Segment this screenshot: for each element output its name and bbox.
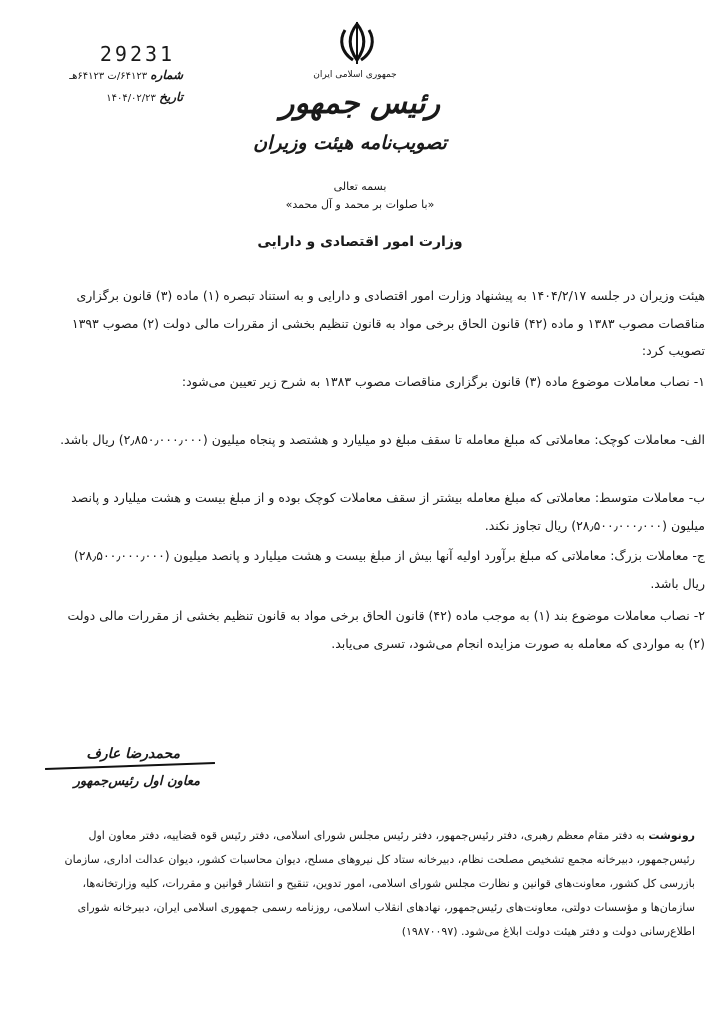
signature-stroke xyxy=(45,762,215,770)
number-value: ۶۴۱۲۳/ت ۶۴۱۲۳هـ xyxy=(69,71,148,82)
body-item-1b: ب- معاملات متوسط: معاملاتی که مبلغ معامله بیشتر از سقف معاملات کوچک بوده و از مبلغ بیست و هشت میلیارد و پانصد میلیون (۲۸٫۵۰۰٫۰۰۰٫۰۰۰) ریال تجاوز نکند. xyxy=(71,490,705,533)
cc-text: به دفتر مقام معظم رهبری، دفتر رئیس‌جمهور، دفتر رئیس مجلس شورای اسلامی، دفتر رئیس قوه قضاییه، دفتر معاون اول رئیس‌جمهور، دبیرخانه مجمع تشخیص مصلحت نظام، دبیرخانه ستاد کل نیروهای مسلح، دیوان محاسبات کشور، دیوان عدالت اداری، سازمان بازرسی کل کشور، معاونت‌های قوانین و نظارت مجلس شورای اسلامی، امور تدوین، تنقیح و انتشار قوانین و مقررات، کلیه وزارتخانه‌ها، سازمان‌ها و مؤسسات دولتی، معاونت‌های رئیس‌جمهور، نهادهای انقلاب اسلامی، روزنامه رسمی جمهوری اسلامی ایران، دبیرخانه شورای اطلاع‌رسانی دولت و دفتر هیئت دولت ابلاغ می‌شود. xyxy=(64,829,695,938)
body-item-1a: الف- معاملات کوچک: معاملاتی که مبلغ معامله تا سقف مبلغ دو میلیارد و هشتصد و پنجاه میلیون (۲٫۸۵۰٫۰۰۰٫۰۰۰) ریال باشد. xyxy=(60,432,705,447)
iran-emblem-icon xyxy=(335,20,379,66)
date-row xyxy=(8,90,183,104)
body-item-1c: ج- معاملات بزرگ: معاملاتی که مبلغ برآورد اولیه آنها بیش از مبلغ بیست و هشت میلیارد و پانصد میلیون (۲۸٫۵۰۰٫۰۰۰٫۰۰۰) ریال باشد. xyxy=(73,548,705,591)
date-value: ۱۴۰۴/۰۲/۲۳ xyxy=(106,93,156,104)
body-intro: هیئت وزیران در جلسه ۱۴۰۴/۲/۱۷ به پیشنهاد وزارت امور اقتصادی و دارایی و به استناد تبصره (۱) ماده (۳) قانون برگزاری مناقصات مصوب ۱۳۸۳ و ماده (۴۲) قانون الحاق برخی مواد به قانون تنظیم بخشی از مقررات مالی دولت (۲) مصوب ۱۳۹۳ تصویب کرد: xyxy=(71,288,705,358)
basmala: بسمه تعالی xyxy=(333,180,387,193)
body-item-2: ۲- نصاب معاملات موضوع بند (۱) به موجب ماده (۴۲) قانون الحاق برخی مواد به قانون تنظیم بخشی از مقررات مالی دولت (۲) به مواردی که معامله به صورت مزایده انجام می‌شود، تسری می‌یابد. xyxy=(67,608,705,651)
date-label: تاریخ xyxy=(159,90,183,104)
register-number: 29231 xyxy=(99,42,176,66)
number-label: شماره xyxy=(150,68,183,82)
cc-block xyxy=(40,824,695,944)
salawat: «با صلوات بر محمد و آل محمد» xyxy=(285,198,435,211)
cabinet-approval-title: تصویب‌نامه هیئت وزیران xyxy=(253,132,447,154)
republic-label: جمهوری اسلامی ایران xyxy=(313,70,397,80)
cc-label: رونوشت xyxy=(648,829,695,842)
signature-name: محمدرضا عارف xyxy=(86,746,180,762)
cc-code: (۱۹۸۷۰۰۹۷) xyxy=(401,925,458,938)
ministry-heading: وزارت امور اقتصادی و دارایی xyxy=(257,234,463,250)
president-title: رئیس جمهور xyxy=(279,86,441,121)
signature-title: معاون اول رئیس‌جمهور xyxy=(73,774,200,789)
number-row xyxy=(8,68,183,82)
body-item-1: ۱- نصاب معاملات موضوع ماده (۳) قانون برگزاری مناقصات مصوب ۱۳۸۳ به شرح زیر تعیین می‌شود: xyxy=(181,374,705,389)
